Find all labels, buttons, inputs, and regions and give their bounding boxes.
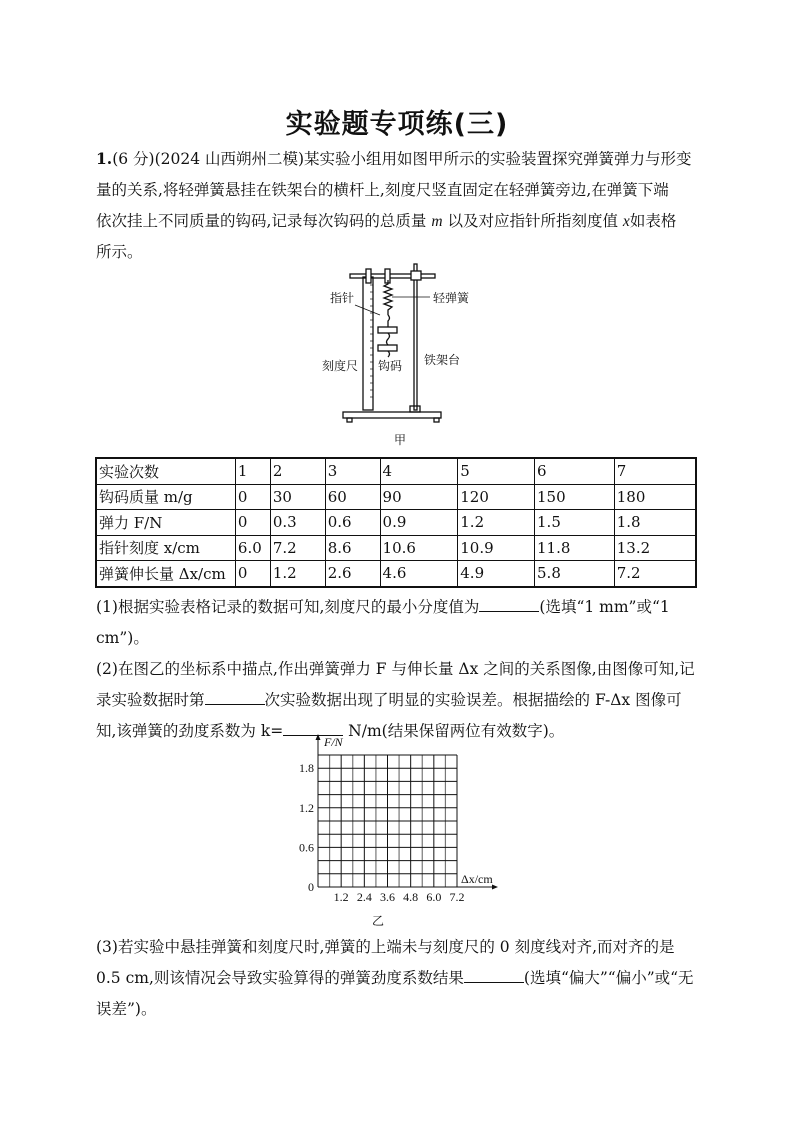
table-cell: 60 (325, 484, 380, 510)
table-cell: 30 (270, 484, 325, 510)
table-cell: 4 (380, 458, 458, 484)
table-cell: 指针刻度 x/cm (96, 535, 235, 561)
weight (378, 327, 397, 333)
question-1-parts (96, 592, 700, 747)
table-cell: 0.6 (325, 510, 380, 536)
figure-b-caption: 乙 (372, 914, 385, 928)
table-cell: 实验次数 (96, 458, 235, 484)
table-cell: 0.9 (380, 510, 458, 536)
table-cell: 1.2 (270, 561, 325, 587)
part2-text: 录实验数据时第 (96, 691, 205, 709)
table-cell: 7.2 (270, 535, 325, 561)
intro-line: 如表格 (629, 212, 677, 230)
part1-text: (选填“1 mm”或“1 (539, 598, 670, 616)
answer-blank-2[interactable] (205, 690, 265, 705)
part3-text: 0.5 cm,则该情况会导致实验算得的弹簧劲度系数结果 (96, 969, 464, 987)
table-cell: 10.9 (458, 535, 535, 561)
intro-line: 量的关系,将轻弹簧悬挂在铁架台的横杆上,刻度尺竖直固定在轻弹簧旁边,在弹簧下端 (96, 181, 669, 199)
part2-text: N/m(结果保留两位有效数字)。 (343, 722, 565, 740)
intro-line: (6 分)(2024 山西朔州二模)某实验小组用如图甲所示的实验装置探究弹簧弹力与形变 (112, 150, 692, 168)
part2-text: 次实验数据出现了明显的实验误差。根据描绘的 F-Δx 图像可 (264, 691, 682, 709)
table-cell: 0 (235, 510, 270, 536)
part1-text: (1)根据实验表格记录的数据可知,刻度尺的最小分度值为 (96, 598, 480, 616)
table-cell: 3 (325, 458, 380, 484)
part3-text: 误差”)。 (96, 1000, 157, 1018)
data-table (95, 457, 697, 588)
part1-text: cm”)。 (96, 629, 149, 647)
y-tick-label: 0.6 (299, 840, 314, 855)
table-cell: 7 (614, 458, 696, 484)
label-weights: 钩码 (378, 359, 403, 373)
table-cell: 5 (458, 458, 535, 484)
figure-a-apparatus (300, 260, 500, 450)
part2-text: (2)在图乙的坐标系中描点,作出弹簧弹力 F 与伸长量 Δx 之间的关系图像,由图像可知,记 (96, 660, 695, 678)
table-cell: 5.8 (535, 561, 615, 587)
y-tick-label: 1.8 (299, 761, 314, 776)
x-tick-label: 7.2 (449, 890, 465, 904)
x-axis-arrow (492, 885, 498, 890)
question-1-intro (96, 143, 700, 268)
x-tick-label: 1.2 (333, 890, 349, 904)
question-1-part3 (96, 932, 700, 1025)
table-cell: 8.6 (325, 535, 380, 561)
spring (384, 280, 392, 315)
table-cell: 90 (380, 484, 458, 510)
y-axis-arrow (316, 734, 321, 740)
table-cell: 1 (235, 458, 270, 484)
question-number: 1. (96, 149, 113, 168)
table-cell: 180 (614, 484, 696, 510)
page-title: 实验题专项练(三) (285, 109, 509, 140)
table-cell: 1.8 (614, 510, 696, 536)
table-cell: 1.2 (458, 510, 535, 536)
table-cell: 2 (270, 458, 325, 484)
table-cell: 11.8 (535, 535, 615, 561)
table-cell: 13.2 (614, 535, 696, 561)
table-cell: 0 (235, 484, 270, 510)
table-cell: 2.6 (325, 561, 380, 587)
var-m: m (431, 213, 443, 230)
stand-rod (414, 264, 417, 410)
part2-text: 知,该弹簧的劲度系数为 k= (96, 722, 284, 740)
intro-line: 所示。 (96, 243, 143, 261)
x-tick-label: 3.6 (380, 890, 395, 904)
x-tick-label: 2.4 (356, 890, 372, 904)
y-tick-label: 0 (308, 880, 314, 894)
table-cell: 0 (235, 561, 270, 587)
table-cell: 4.9 (458, 561, 535, 587)
base (343, 412, 441, 418)
label-pointer: 指针 (330, 291, 355, 305)
figure-b-chart (280, 730, 510, 930)
table-cell: 弹簧伸长量 Δx/cm (96, 561, 235, 587)
intro-line: 以及对应指针所指刻度值 (442, 212, 623, 230)
table-cell: 120 (458, 484, 535, 510)
y-axis-label: F/N (324, 735, 343, 749)
y-tick-label: 1.2 (299, 800, 314, 815)
table-row (96, 458, 696, 484)
table-row (96, 561, 696, 587)
answer-blank-4[interactable] (464, 968, 524, 983)
table-cell: 7.2 (614, 561, 696, 587)
x-tick-label: 4.8 (403, 890, 419, 904)
var-x: x (622, 213, 630, 230)
table-cell: 弹力 F/N (96, 510, 235, 536)
x-tick-label: 6.0 (426, 890, 442, 904)
label-ruler: 刻度尺 (322, 359, 359, 373)
table-row (96, 484, 696, 510)
table-row (96, 535, 696, 561)
weight (378, 345, 397, 351)
table-cell: 钩码质量 m/g (96, 484, 235, 510)
answer-blank-1[interactable] (479, 597, 539, 612)
table-cell: 0.3 (270, 510, 325, 536)
x-axis-label: Δx/cm (461, 872, 493, 886)
table-cell: 6.0 (235, 535, 270, 561)
figure-a-caption: 甲 (394, 433, 407, 447)
table-cell: 6 (535, 458, 615, 484)
part3-text: (选填“偏大”“偏小”或“无 (523, 969, 694, 987)
part3-text: (3)若实验中悬挂弹簧和刻度尺时,弹簧的上端未与刻度尺的 0 刻度线对齐,而对齐的是 (96, 938, 675, 956)
table-row (96, 510, 696, 536)
table-cell: 4.6 (380, 561, 458, 587)
label-spring: 轻弹簧 (433, 291, 470, 305)
table-cell: 150 (535, 484, 615, 510)
table-cell: 10.6 (380, 535, 458, 561)
intro-line: 依次挂上不同质量的钩码,记录每次钩码的总质量 (96, 212, 432, 230)
label-stand: 铁架台 (424, 353, 461, 367)
table-cell: 1.5 (535, 510, 615, 536)
